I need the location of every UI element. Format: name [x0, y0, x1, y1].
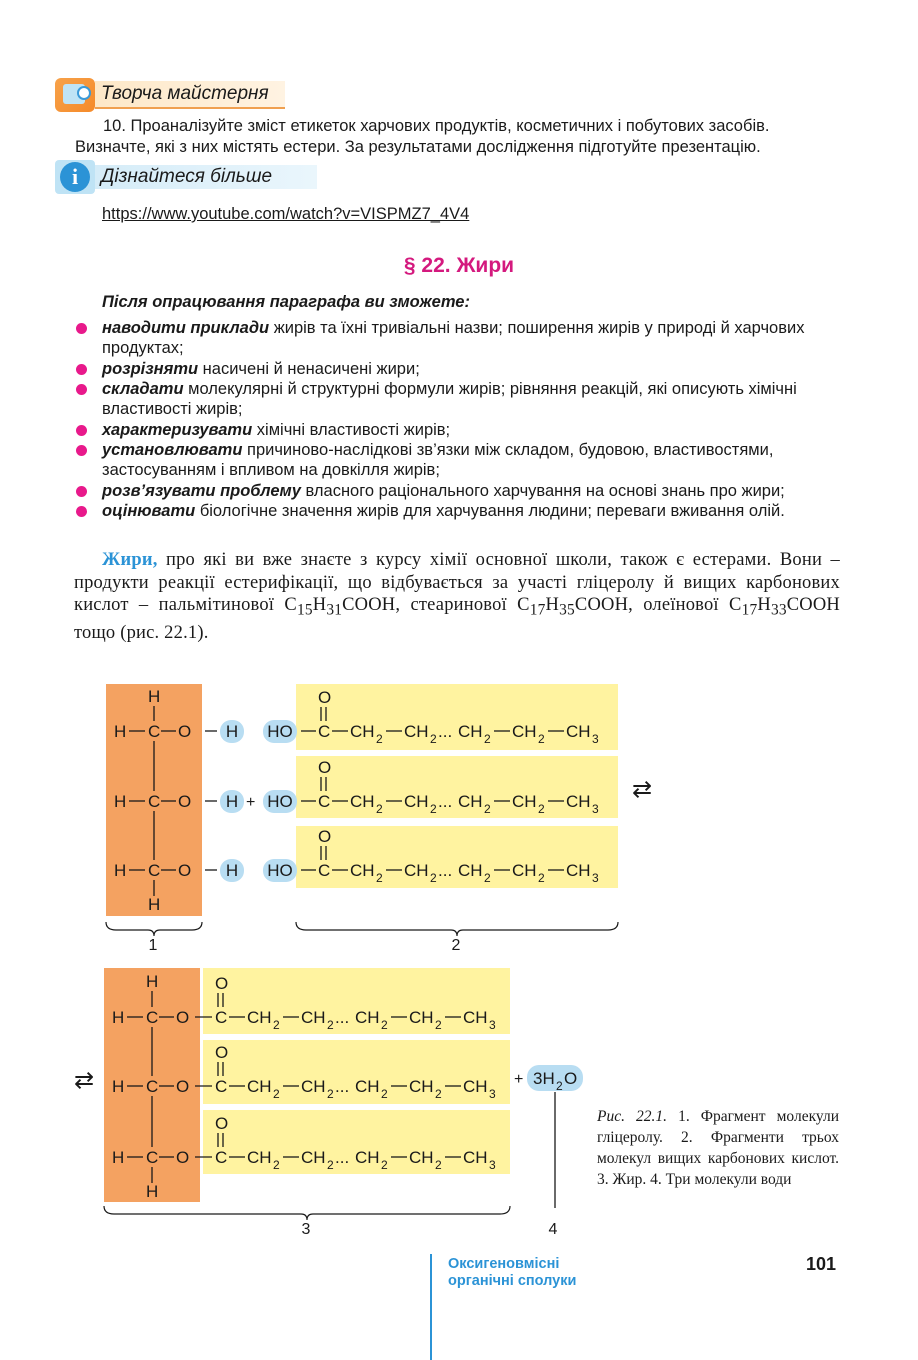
- glycerol-carbon: C: [148, 722, 161, 741]
- subscript: 2: [430, 732, 437, 746]
- carbonyl-carbon: C: [318, 861, 331, 880]
- glycerol-h: H: [114, 722, 127, 741]
- glycerol-h: H: [112, 1148, 125, 1167]
- goal-text: причиново-наслідкові зв’язки між складом, будовою, властивостями, застосуванням і впливом на довкілля жирів;: [102, 441, 774, 479]
- chain-group: CH: [355, 1077, 380, 1096]
- goal-item: [74, 501, 840, 521]
- equilibrium-arrow: ⇄: [74, 1067, 95, 1094]
- chain-group: CH: [350, 792, 375, 811]
- subscript: 2: [435, 1018, 442, 1032]
- chain-group: CH: [301, 1008, 326, 1027]
- plus-sign: +: [246, 794, 256, 811]
- carbonyl-carbon: C: [318, 792, 331, 811]
- brace-2: [296, 922, 618, 936]
- carbonyl-oxygen: O: [215, 1114, 229, 1133]
- subscript: 2: [538, 871, 545, 885]
- chain-group: CH: [350, 722, 375, 741]
- chain-group: CH: [512, 722, 537, 741]
- glycerol-oxygen: O: [176, 1148, 190, 1167]
- info-icon: i: [55, 160, 95, 194]
- goal-verb: установлювати: [102, 441, 243, 459]
- label-1: 1: [148, 937, 158, 954]
- chain-group: CH: [458, 792, 483, 811]
- chain-group: CH: [355, 1148, 380, 1167]
- learn-more-bar: [95, 165, 317, 189]
- chain-group: CH: [566, 861, 591, 880]
- chain-ellipsis: ...: [438, 861, 453, 880]
- creative-workshop-bar: [95, 81, 285, 109]
- subscript: 3: [489, 1158, 496, 1172]
- subscript: 2: [484, 871, 491, 885]
- chain-group: CH: [463, 1008, 488, 1027]
- chain-group: CH: [247, 1148, 272, 1167]
- goal-verb: наводити приклади: [102, 319, 270, 337]
- goals-intro: Після опрацювання параграфа ви зможете:: [102, 293, 470, 311]
- chain-group: CH: [458, 861, 483, 880]
- glycerol-h: H: [112, 1077, 125, 1096]
- footer-chapter: Оксигеновмісні органічні сполуки: [448, 1256, 577, 1289]
- term-fats: Жири,: [102, 550, 158, 570]
- glycerol-carbon: C: [146, 1008, 159, 1027]
- subscript: 2: [273, 1018, 280, 1032]
- learn-more-title: Дізнайтеся більше: [101, 166, 273, 187]
- subscript: 2: [538, 732, 545, 746]
- subscript: 2: [327, 1087, 334, 1101]
- goal-text: молекулярні й структурні формули жирів; рівняння реакцій, які описують хімічні властивості жирів;: [102, 380, 797, 418]
- subscript: 3: [592, 802, 599, 816]
- label-3: 3: [301, 1221, 311, 1238]
- footer-divider: [430, 1254, 432, 1360]
- glycerol-h: H: [146, 1182, 159, 1201]
- hydrogen-highlight: H: [225, 722, 239, 741]
- creative-task: 10. Проаналізуйте зміст етикеток харчових продуктів, косметичних і побутових засобів. Визначте, які з них містять естери. За результатами дослідження підготуйте презентацію.: [75, 117, 770, 156]
- equilibrium-arrow: ⇄: [632, 776, 653, 803]
- glycerol-carbon: C: [146, 1148, 159, 1167]
- body-paragraph: Жири, про які ви вже знаєте з курсу хімії основної школи, також є естерами. Вони – продукти реакції естерифікації, що відбувається за участі гліцеролу й вищих карбонових кислот – пальмітинової $C_{15}H_{31}COOH$, стеаринової $C_{17}H_{35}COOH$, олеїнової $C_{17}H_{33}COOH$ тощо (рис. 22.1).: [74, 550, 840, 644]
- creative-workshop-header: [55, 78, 285, 112]
- chain-ellipsis: ...: [335, 1148, 350, 1167]
- carbonyl-oxygen: O: [215, 1043, 229, 1062]
- chain-group: CH: [409, 1008, 434, 1027]
- creative-workshop-icon: [55, 78, 95, 112]
- carbonyl-carbon: C: [318, 722, 331, 741]
- page-number: 101: [806, 1254, 837, 1274]
- glycerol-oxygen: O: [178, 792, 192, 811]
- subscript: 3: [489, 1087, 496, 1101]
- water-formula: 3H: [533, 1069, 555, 1088]
- glycerol-h: H: [148, 895, 161, 914]
- chain-group: CH: [404, 861, 429, 880]
- chain-group: CH: [409, 1077, 434, 1096]
- water-formula: O: [564, 1069, 578, 1088]
- carbonyl-oxygen: O: [318, 827, 332, 846]
- subscript: 2: [327, 1018, 334, 1032]
- subscript: 3: [592, 871, 599, 885]
- chain-group: CH: [404, 722, 429, 741]
- creative-workshop-title: Творча майстерня: [101, 83, 269, 104]
- chain-group: CH: [247, 1077, 272, 1096]
- goal-verb: розв’язувати проблему: [102, 481, 301, 500]
- carbonyl-oxygen: O: [318, 758, 332, 777]
- glycerol-carbon: C: [148, 861, 161, 880]
- subscript: 2: [430, 802, 437, 816]
- subscript: 2: [484, 802, 491, 816]
- goal-item: [74, 420, 840, 440]
- goal-verb: розрізняти: [102, 359, 199, 378]
- chain-ellipsis: ...: [335, 1008, 350, 1027]
- hydroxyl-highlight: HO: [267, 861, 293, 880]
- subscript: 2: [556, 1079, 563, 1093]
- goal-text: насичені й ненасичені жири;: [198, 359, 420, 378]
- hydroxyl-highlight: HO: [267, 792, 293, 811]
- chain-group: CH: [301, 1148, 326, 1167]
- glycerol-oxygen: O: [178, 861, 192, 880]
- label-2: 2: [451, 937, 461, 954]
- chain-group: CH: [463, 1077, 488, 1096]
- glycerol-h: H: [114, 792, 127, 811]
- brace-3: [104, 1206, 510, 1220]
- chain-group: CH: [350, 861, 375, 880]
- subscript: 2: [538, 802, 545, 816]
- goal-item: [74, 359, 840, 379]
- figure-caption: [597, 1106, 839, 1190]
- subscript: 2: [376, 802, 383, 816]
- subscript: 2: [381, 1018, 388, 1032]
- label-4: 4: [548, 1221, 558, 1238]
- chain-group: CH: [301, 1077, 326, 1096]
- carbonyl-carbon: C: [215, 1008, 228, 1027]
- glycerol-h: H: [148, 687, 161, 706]
- goal-text: власного раціонального харчування на основі знань про жири;: [300, 481, 785, 500]
- subscript: 2: [327, 1158, 334, 1172]
- subscript: 2: [435, 1158, 442, 1172]
- subscript: 2: [435, 1087, 442, 1101]
- chain-group: CH: [404, 792, 429, 811]
- subscript: 2: [381, 1158, 388, 1172]
- carbonyl-carbon: C: [215, 1077, 228, 1096]
- goal-item: [74, 440, 840, 480]
- hydroxyl-highlight: HO: [267, 722, 293, 741]
- glycerol-carbon: C: [148, 792, 161, 811]
- caption-text: 1. Фрагмент молекули гліцеролу. 2. Фрагменти трьох молекул вищих карбонових кислот. 3. Жир. 4. Три молекули води: [597, 1108, 839, 1188]
- goal-text: жирів та їхні тривіальні назви; поширення жирів у природі й харчових продуктах;: [102, 319, 805, 357]
- chain-group: CH: [512, 861, 537, 880]
- goals-list: [74, 318, 840, 522]
- chain-group: CH: [566, 722, 591, 741]
- goal-item: [74, 318, 840, 358]
- subscript: 2: [376, 732, 383, 746]
- hydrogen-highlight: H: [225, 792, 239, 811]
- chain-group: CH: [512, 792, 537, 811]
- subscript: 2: [273, 1087, 280, 1101]
- section-title: § 22. Жири: [403, 254, 515, 277]
- chain-ellipsis: ...: [438, 792, 453, 811]
- goal-item: [74, 379, 840, 419]
- subscript: 3: [592, 732, 599, 746]
- goal-verb: характеризувати: [102, 420, 253, 439]
- carbonyl-oxygen: O: [215, 974, 229, 993]
- glycerol-oxygen: O: [178, 722, 192, 741]
- subscript: 2: [273, 1158, 280, 1172]
- glycerol-oxygen: O: [176, 1077, 190, 1096]
- chain-group: CH: [566, 792, 591, 811]
- learn-more-header: [55, 160, 317, 194]
- plus-sign: +: [514, 1071, 524, 1088]
- hydrogen-highlight: H: [225, 861, 239, 880]
- subscript: 2: [484, 732, 491, 746]
- goal-item: [74, 481, 840, 501]
- subscript: 2: [376, 871, 383, 885]
- chain-ellipsis: ...: [335, 1077, 350, 1096]
- glycerol-h: H: [146, 972, 159, 991]
- chain-group: CH: [463, 1148, 488, 1167]
- subscript: 3: [489, 1018, 496, 1032]
- subscript: 2: [381, 1087, 388, 1101]
- brace-1: [106, 922, 202, 936]
- chain-ellipsis: ...: [438, 722, 453, 741]
- glycerol-h: H: [112, 1008, 125, 1027]
- subscript: 2: [430, 871, 437, 885]
- glycerol-oxygen: O: [176, 1008, 190, 1027]
- carbonyl-oxygen: O: [318, 688, 332, 707]
- youtube-link[interactable]: https://www.youtube.com/watch?v=VISPMZ7_4V4: [102, 205, 470, 223]
- chain-group: CH: [355, 1008, 380, 1027]
- caption-ref: Рис. 22.1.: [597, 1108, 668, 1125]
- glycerol-carbon: C: [146, 1077, 159, 1096]
- goal-verb: оцінювати: [102, 502, 196, 520]
- goal-text: хімічні властивості жирів;: [252, 420, 451, 439]
- chain-group: CH: [247, 1008, 272, 1027]
- goal-text: біологічне значення жирів для харчування людини; переваги вживання олій.: [195, 502, 785, 520]
- carbonyl-carbon: C: [215, 1148, 228, 1167]
- chain-group: CH: [409, 1148, 434, 1167]
- glycerol-h: H: [114, 861, 127, 880]
- goal-verb: складати: [102, 380, 184, 398]
- chain-group: CH: [458, 722, 483, 741]
